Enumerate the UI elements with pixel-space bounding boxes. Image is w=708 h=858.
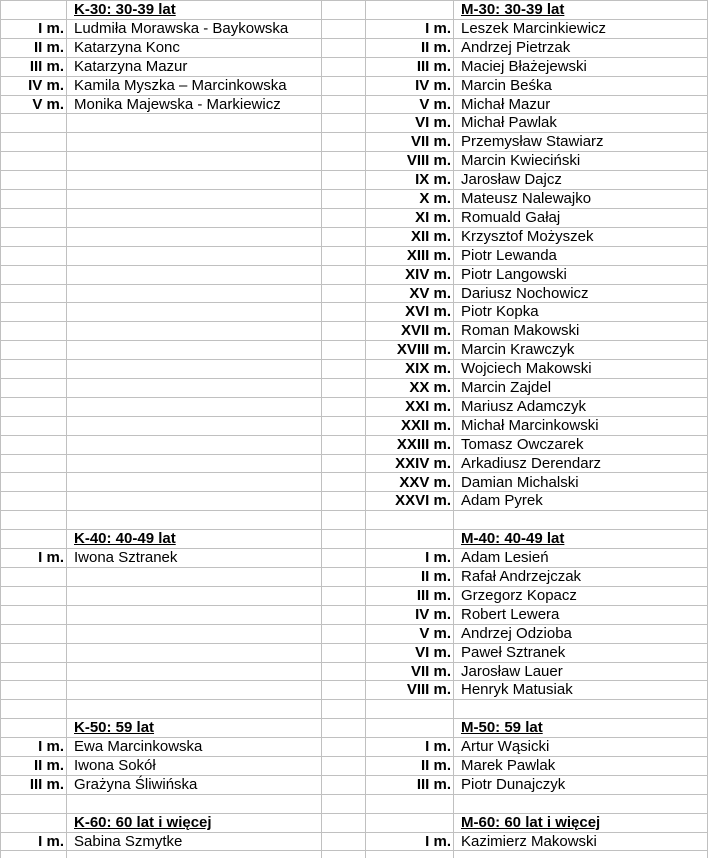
men-name: Andrzej Odzioba (461, 624, 572, 642)
men-name: Michał Marcinkowski (461, 416, 599, 434)
men-place: III m. (416, 586, 451, 604)
men-place: I m. (425, 19, 451, 37)
women-place: I m. (38, 549, 64, 567)
men-place: XXV m. (399, 473, 451, 491)
women-name: Katarzyna Konc (74, 38, 180, 56)
men-place: I m. (425, 549, 451, 567)
men-place: XXII m. (400, 416, 451, 434)
men-name: Henryk Matusiak (461, 681, 573, 699)
men-name: Mariusz Adamczyk (461, 397, 587, 415)
women-place: V m. (32, 95, 64, 113)
men-place: XVIII m. (396, 341, 451, 359)
women-category-header: K-60: 60 lat i więcej (74, 813, 212, 831)
men-place: VII m. (410, 662, 451, 680)
men-place: V m. (419, 95, 451, 113)
women-name: Ewa Marcinkowska (74, 738, 203, 756)
men-place: XVII m. (400, 322, 451, 340)
men-name: Adam Pyrek (461, 492, 543, 510)
men-name: Rafał Andrzejczak (461, 568, 582, 585)
men-place: III m. (416, 775, 451, 793)
men-name: Arkadiusz Derendarz (461, 454, 602, 472)
men-name: Kazimierz Makowski (461, 832, 597, 850)
men-name: Marek Pawlak (461, 757, 556, 774)
men-place: I m. (425, 832, 451, 850)
men-name: Artur Wąsicki (461, 738, 550, 756)
men-place: XXVI m. (395, 492, 451, 510)
women-name: Grażyna Śliwińska (74, 775, 198, 793)
women-name: Katarzyna Mazur (74, 57, 188, 75)
men-name: Przemysław Stawiarz (461, 133, 604, 151)
men-name: Leszek Marcinkiewicz (461, 19, 607, 37)
men-place: XI m. (415, 208, 451, 226)
men-place: I m. (425, 738, 451, 756)
men-category-header: M-40: 40-49 lat (461, 530, 565, 548)
men-name: Damian Michalski (461, 473, 579, 491)
men-place: XIV m. (405, 265, 451, 283)
men-name: Michał Pawlak (461, 114, 557, 132)
men-name: Tomasz Owczarek (461, 435, 584, 453)
men-name: Wojciech Makowski (461, 360, 592, 378)
women-name: Sabina Szmytke (74, 832, 183, 850)
men-name: Paweł Sztranek (461, 643, 566, 661)
men-name: Jarosław Lauer (461, 662, 563, 680)
men-place: IV m. (415, 605, 451, 623)
men-name: Michał Mazur (461, 95, 551, 113)
men-category-header: M-50: 59 lat (461, 719, 543, 737)
women-place: III m. (29, 57, 64, 75)
men-place: XX m. (409, 379, 451, 396)
men-name: Robert Lewera (461, 605, 560, 623)
women-place: II m. (33, 38, 64, 56)
men-category-header: M-30: 30-39 lat (461, 1, 565, 18)
men-place: XVI m. (405, 303, 451, 321)
women-category-header: K-30: 30-39 lat (74, 1, 176, 18)
men-place: X m. (419, 190, 451, 207)
men-name: Adam Lesień (461, 549, 549, 567)
women-name: Ludmiła Morawska - Baykowska (74, 19, 289, 37)
women-name: Monika Majewska - Markiewicz (74, 95, 281, 113)
men-name: Maciej Błażejewski (461, 57, 587, 75)
women-place: I m. (38, 832, 64, 850)
men-place: XII m. (410, 227, 451, 245)
men-place: II m. (420, 757, 451, 774)
men-name: Roman Makowski (461, 322, 580, 340)
men-name: Piotr Kopka (461, 303, 539, 321)
men-place: XXIV m. (395, 454, 451, 472)
men-place: VI m. (415, 114, 451, 132)
men-place: XIX m. (405, 360, 451, 378)
men-place: XXI m. (405, 397, 451, 415)
men-name: Dariusz Nochowicz (461, 284, 589, 302)
women-place: IV m. (28, 76, 64, 94)
women-place: III m. (29, 775, 64, 793)
men-place: III m. (416, 57, 451, 75)
women-category-header: K-50: 59 lat (74, 719, 155, 737)
men-place: V m. (419, 624, 451, 642)
men-place: IX m. (415, 171, 451, 189)
men-place: VIII m. (406, 681, 451, 699)
men-place: II m. (420, 568, 451, 585)
men-name: Mateusz Nalewajko (461, 190, 592, 207)
women-name: Iwona Sokół (74, 757, 156, 774)
men-place: VII m. (410, 133, 451, 151)
men-place: VIII m. (406, 152, 451, 170)
men-name: Jarosław Dajcz (461, 171, 562, 189)
men-name: Piotr Langowski (461, 265, 567, 283)
men-place: IV m. (415, 76, 451, 94)
men-place: VI m. (415, 643, 451, 661)
women-place: II m. (33, 757, 64, 774)
men-name: Grzegorz Kopacz (461, 586, 577, 604)
men-category-header: M-60: 60 lat i więcej (461, 813, 601, 831)
women-name: Kamila Myszka – Marcinkowska (74, 76, 287, 94)
men-place: XIII m. (406, 246, 451, 264)
men-place: XXIII m. (396, 435, 451, 453)
women-place: I m. (38, 19, 64, 37)
men-name: Marcin Beśka (461, 76, 552, 94)
women-category-header: K-40: 40-49 lat (74, 530, 176, 548)
men-name: Marcin Zajdel (461, 379, 552, 396)
men-name: Marcin Kwieciński (461, 152, 581, 170)
men-name: Andrzej Pietrzak (461, 38, 571, 56)
men-name: Piotr Dunajczyk (461, 775, 566, 793)
men-name: Romuald Gałaj (461, 208, 561, 226)
women-name: Iwona Sztranek (74, 549, 178, 567)
men-name: Krzysztof Możyszek (461, 227, 594, 245)
men-name: Marcin Krawczyk (461, 341, 575, 359)
men-place: II m. (420, 38, 451, 56)
men-name: Piotr Lewanda (461, 246, 557, 264)
men-place: XV m. (409, 284, 451, 302)
women-place: I m. (38, 738, 64, 756)
